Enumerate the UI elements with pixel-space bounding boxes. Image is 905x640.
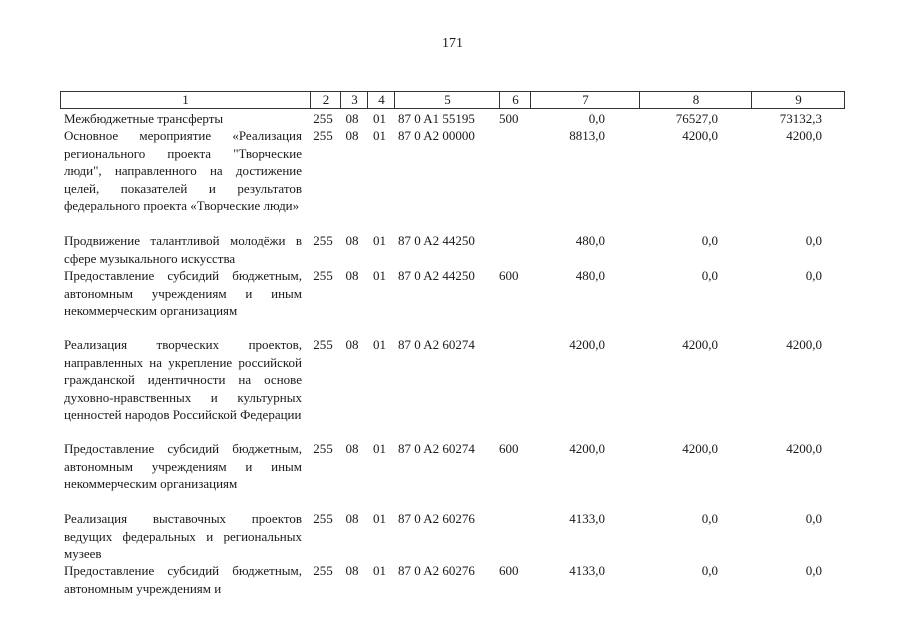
row-name: Предоставление субсидий бюджетным, автономным учреждениям и иным некоммерческим организациям — [64, 268, 302, 318]
cell-col-8: 76527,0 — [675, 111, 718, 126]
cell-col-9: 4200,0 — [786, 337, 822, 352]
cell-col-4: 01 — [373, 563, 386, 578]
cell-col-2: 255 — [313, 128, 333, 143]
cell-col-5: 87 0 A2 60276 — [398, 511, 475, 526]
cell-col-2: 255 — [313, 268, 333, 283]
cell-col-8: 4200,0 — [682, 128, 718, 143]
table-header-row — [60, 91, 845, 109]
cell-col-9: 0,0 — [805, 268, 822, 283]
cell-col-5: 87 0 A2 60274 — [398, 337, 475, 352]
cell-col-7: 4133,0 — [569, 563, 605, 578]
cell-col-4: 01 — [373, 511, 386, 526]
row-name: Основное мероприятие «Реализация регионального проекта "Творческие люди", направленного на достижение целей, показателей и результатов федерального проекта «Творческие люди» — [64, 128, 302, 213]
cell-col-8: 0,0 — [701, 511, 718, 526]
cell-col-9: 0,0 — [805, 563, 822, 578]
cell-col-4: 01 — [373, 128, 386, 143]
header-col-9: 9 — [751, 92, 845, 108]
header-col-8: 8 — [639, 92, 752, 108]
cell-col-9: 4200,0 — [786, 128, 822, 143]
page-number: 171 — [442, 36, 463, 51]
cell-col-8: 0,0 — [701, 268, 718, 283]
budget-table — [60, 91, 845, 596]
row-name: Предоставление субсидий бюджетным, автономным учреждениям и — [64, 563, 302, 596]
cell-col-9: 0,0 — [805, 511, 822, 526]
cell-col-3: 08 — [345, 337, 359, 352]
cell-col-2: 255 — [313, 233, 333, 248]
cell-col-9: 0,0 — [805, 233, 822, 248]
cell-col-2: 255 — [313, 111, 333, 126]
cell-col-6: 600 — [499, 563, 519, 578]
cell-col-6: 600 — [499, 268, 519, 283]
cell-col-4: 01 — [373, 337, 386, 352]
cell-col-8: 0,0 — [701, 233, 718, 248]
cell-col-5: 87 0 A2 44250 — [398, 268, 475, 283]
cell-col-2: 255 — [313, 563, 333, 578]
cell-col-4: 01 — [373, 111, 386, 126]
row-name: Продвижение талантливой молодёжи в сфере музыкального искусства — [64, 233, 302, 266]
row-name: Реализация выставочных проектов ведущих федеральных и региональных музеев — [64, 511, 302, 561]
cell-col-7: 8813,0 — [569, 128, 605, 143]
cell-col-3: 08 — [345, 511, 359, 526]
cell-col-4: 01 — [373, 441, 386, 456]
row-name: Предоставление субсидий бюджетным, автономным учреждениям и иным некоммерческим организациям — [64, 441, 302, 491]
cell-col-3: 08 — [345, 268, 359, 283]
cell-col-5: 87 0 A2 00000 — [398, 128, 475, 143]
cell-col-5: 87 0 A1 55195 — [398, 111, 475, 126]
cell-col-9: 73132,3 — [779, 111, 822, 126]
header-col-1: 1 — [182, 92, 189, 107]
cell-col-8: 0,0 — [701, 563, 718, 578]
cell-col-4: 01 — [373, 268, 386, 283]
cell-col-7: 4133,0 — [569, 511, 605, 526]
cell-col-3: 08 — [345, 128, 359, 143]
cell-col-5: 87 0 A2 60276 — [398, 563, 475, 578]
header-col-2: 2 — [310, 92, 341, 108]
header-col-7: 7 — [530, 92, 640, 108]
cell-col-9: 4200,0 — [786, 441, 822, 456]
header-col-3: 3 — [340, 92, 368, 108]
cell-col-3: 08 — [345, 563, 359, 578]
row-name: Межбюджетные трансферты — [64, 111, 224, 126]
cell-col-8: 4200,0 — [682, 441, 718, 456]
cell-col-5: 87 0 A2 60274 — [398, 441, 475, 456]
cell-col-3: 08 — [345, 233, 359, 248]
cell-col-2: 255 — [313, 337, 333, 352]
cell-col-7: 480,0 — [575, 233, 605, 248]
cell-col-2: 255 — [313, 441, 333, 456]
cell-col-7: 4200,0 — [569, 441, 605, 456]
header-col-5: 5 — [394, 92, 500, 108]
row-name: Реализация творческих проектов, направленных на укрепление российской гражданской идентичности на основе духовно-нравственных и культурных ценностей народов Российской Федерации — [64, 337, 302, 422]
cell-col-6: 500 — [499, 111, 519, 126]
header-col-4: 4 — [367, 92, 395, 108]
header-col-6: 6 — [499, 92, 531, 108]
cell-col-8: 4200,0 — [682, 337, 718, 352]
cell-col-3: 08 — [345, 111, 359, 126]
cell-col-6: 600 — [499, 441, 519, 456]
cell-col-2: 255 — [313, 511, 333, 526]
cell-col-4: 01 — [373, 233, 386, 248]
cell-col-7: 480,0 — [575, 268, 605, 283]
cell-col-5: 87 0 A2 44250 — [398, 233, 475, 248]
cell-col-7: 0,0 — [588, 111, 605, 126]
cell-col-3: 08 — [345, 441, 359, 456]
cell-col-7: 4200,0 — [569, 337, 605, 352]
